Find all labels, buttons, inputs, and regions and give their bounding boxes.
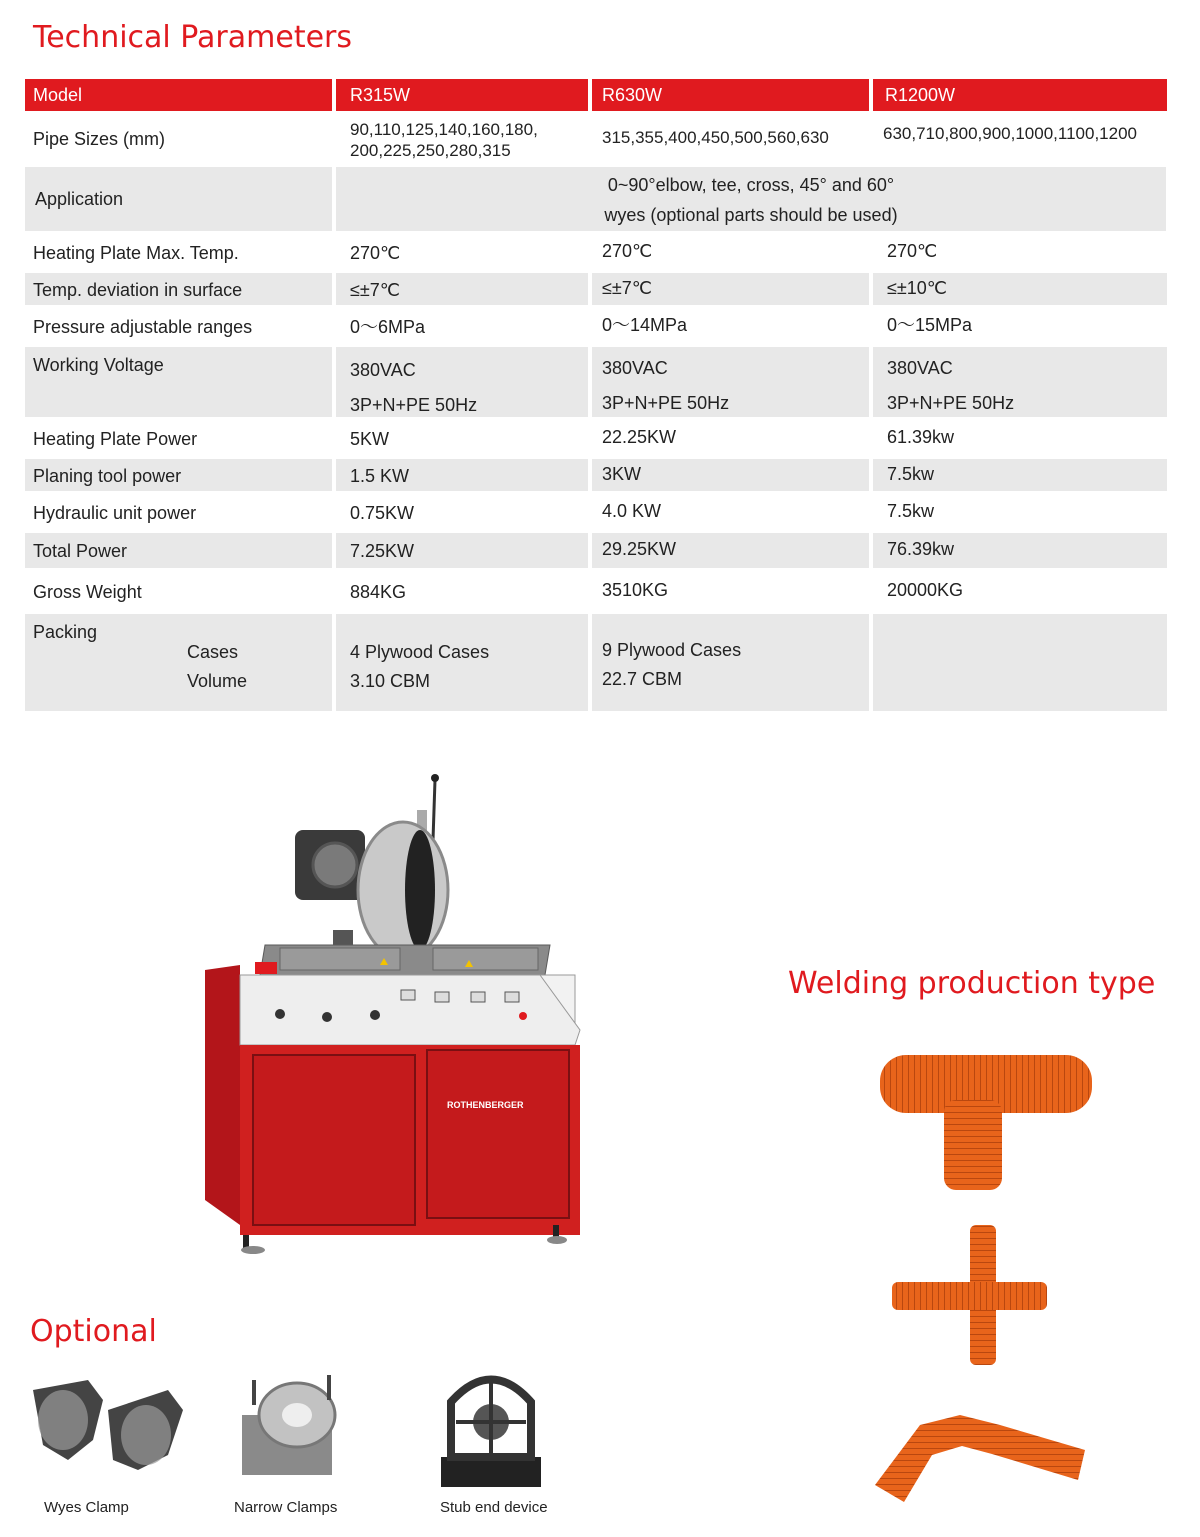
row-value: 7.5kw (873, 495, 1167, 529)
tee-fitting (880, 1055, 1092, 1190)
packing-label: Packing (33, 622, 98, 642)
row-label: Pressure adjustable ranges (25, 309, 332, 343)
table-row (25, 235, 1167, 269)
table-row (25, 421, 1167, 455)
packing-r315w (336, 614, 588, 711)
stub-end-device-image (436, 1362, 546, 1492)
row-label: Heating Plate Power (25, 421, 332, 455)
table-row (25, 495, 1167, 529)
row-value: 61.39kw (873, 421, 1167, 455)
row-value: 3510KG (592, 572, 869, 610)
row-value: 0.75KW (336, 495, 588, 529)
row-value: 630,710,800,900,1000,1100,1200 (873, 115, 1167, 163)
row-label: Heating Plate Max. Temp. (25, 235, 332, 269)
narrow-clamps-caption: Narrow Clamps (234, 1499, 338, 1516)
technical-parameters-title: Technical Parameters (33, 20, 352, 55)
row-value: ≤±10℃ (873, 273, 1167, 305)
row-value: 20000KG (873, 572, 1167, 610)
row-value: 29.25KW (592, 533, 869, 568)
row-value: 22.25KW (592, 421, 869, 455)
row-value: 76.39kw (873, 533, 1167, 568)
row-value: 270℃ (336, 235, 588, 269)
row-value: 1.5 KW (336, 459, 588, 491)
table-row (25, 115, 1167, 163)
row-label: Application (25, 167, 332, 231)
row-value: ≤±7℃ (336, 273, 588, 305)
technical-parameters-table (25, 79, 1167, 715)
row-label: Total Power (25, 533, 332, 568)
welding-production-type-title: Welding production type (788, 966, 1156, 1001)
stub-end-device-caption: Stub end device (440, 1499, 548, 1516)
cross-fitting (892, 1225, 1047, 1365)
row-value: 4 Plywood Cases (350, 642, 490, 662)
table-row (25, 459, 1167, 491)
packing-r1200w (873, 614, 1167, 711)
row-value: 0～14MPa (592, 309, 869, 343)
row-value: ≤±7℃ (592, 273, 869, 305)
table-row (25, 273, 1167, 305)
row-value: 7.5kw (873, 459, 1167, 491)
row-value: 380VAC 3P+N+PE 50Hz (592, 347, 869, 417)
header-r1200w: R1200W (873, 79, 1167, 111)
table-row (25, 614, 1167, 711)
row-label: Working Voltage (25, 347, 332, 417)
table-row (25, 533, 1167, 568)
narrow-clamps-image (232, 1360, 342, 1485)
row-value: 884KG (336, 572, 588, 610)
row-value: 0～15MPa (873, 309, 1167, 343)
row-value: 9 Plywood Cases (602, 640, 742, 660)
row-value: 380VAC 3P+N+PE 50Hz (336, 347, 588, 417)
packing-r630w (592, 614, 869, 711)
wyes-clamp-image (28, 1360, 188, 1485)
row-value: 4.0 KW (592, 495, 869, 529)
header-r630w: R630W (592, 79, 869, 111)
elbow-fitting (875, 1415, 1085, 1502)
row-value: 3.10 CBM (350, 671, 431, 691)
table-row (25, 347, 1167, 417)
wyes-clamp-caption: Wyes Clamp (44, 1499, 129, 1516)
row-label: Gross Weight (25, 572, 332, 610)
packing-cases-label: Cases (187, 642, 239, 662)
row-value: 315,355,400,450,500,560,630 (592, 115, 869, 163)
row-value: 90,110,125,140,160,180, 200,225,250,280,315 (336, 115, 588, 163)
row-label: Temp. deviation in surface (25, 273, 332, 305)
welding-machine-image (195, 770, 595, 1260)
table-row (25, 309, 1167, 343)
table-row (25, 572, 1167, 610)
row-value: 0～6MPa (336, 309, 588, 343)
row-value: 5KW (336, 421, 588, 455)
packing-volume-label: Volume (187, 671, 248, 691)
application-value: 0~90°elbow, tee, cross, 45° and 60° wyes (optional parts should be used) (336, 167, 1166, 231)
header-model: Model (25, 79, 332, 111)
row-label: Hydraulic unit power (25, 495, 332, 529)
row-value: 7.25KW (336, 533, 588, 568)
table-header-row (25, 79, 1167, 111)
row-value: 22.7 CBM (602, 669, 683, 689)
row-value: 380VAC 3P+N+PE 50Hz (873, 347, 1167, 417)
optional-title: Optional (30, 1314, 157, 1349)
packing-label-cell (25, 614, 332, 711)
row-value: 270℃ (592, 235, 869, 269)
row-label: Planing tool power (25, 459, 332, 491)
fittings-image (860, 1040, 1110, 1520)
rothenberger-logo: ROTHENBERGER (447, 1100, 524, 1110)
header-r315w: R315W (336, 79, 588, 111)
row-label: Pipe Sizes (mm) (25, 115, 332, 163)
table-row (25, 167, 1167, 231)
row-value: 270℃ (873, 235, 1167, 269)
row-value: 3KW (592, 459, 869, 491)
